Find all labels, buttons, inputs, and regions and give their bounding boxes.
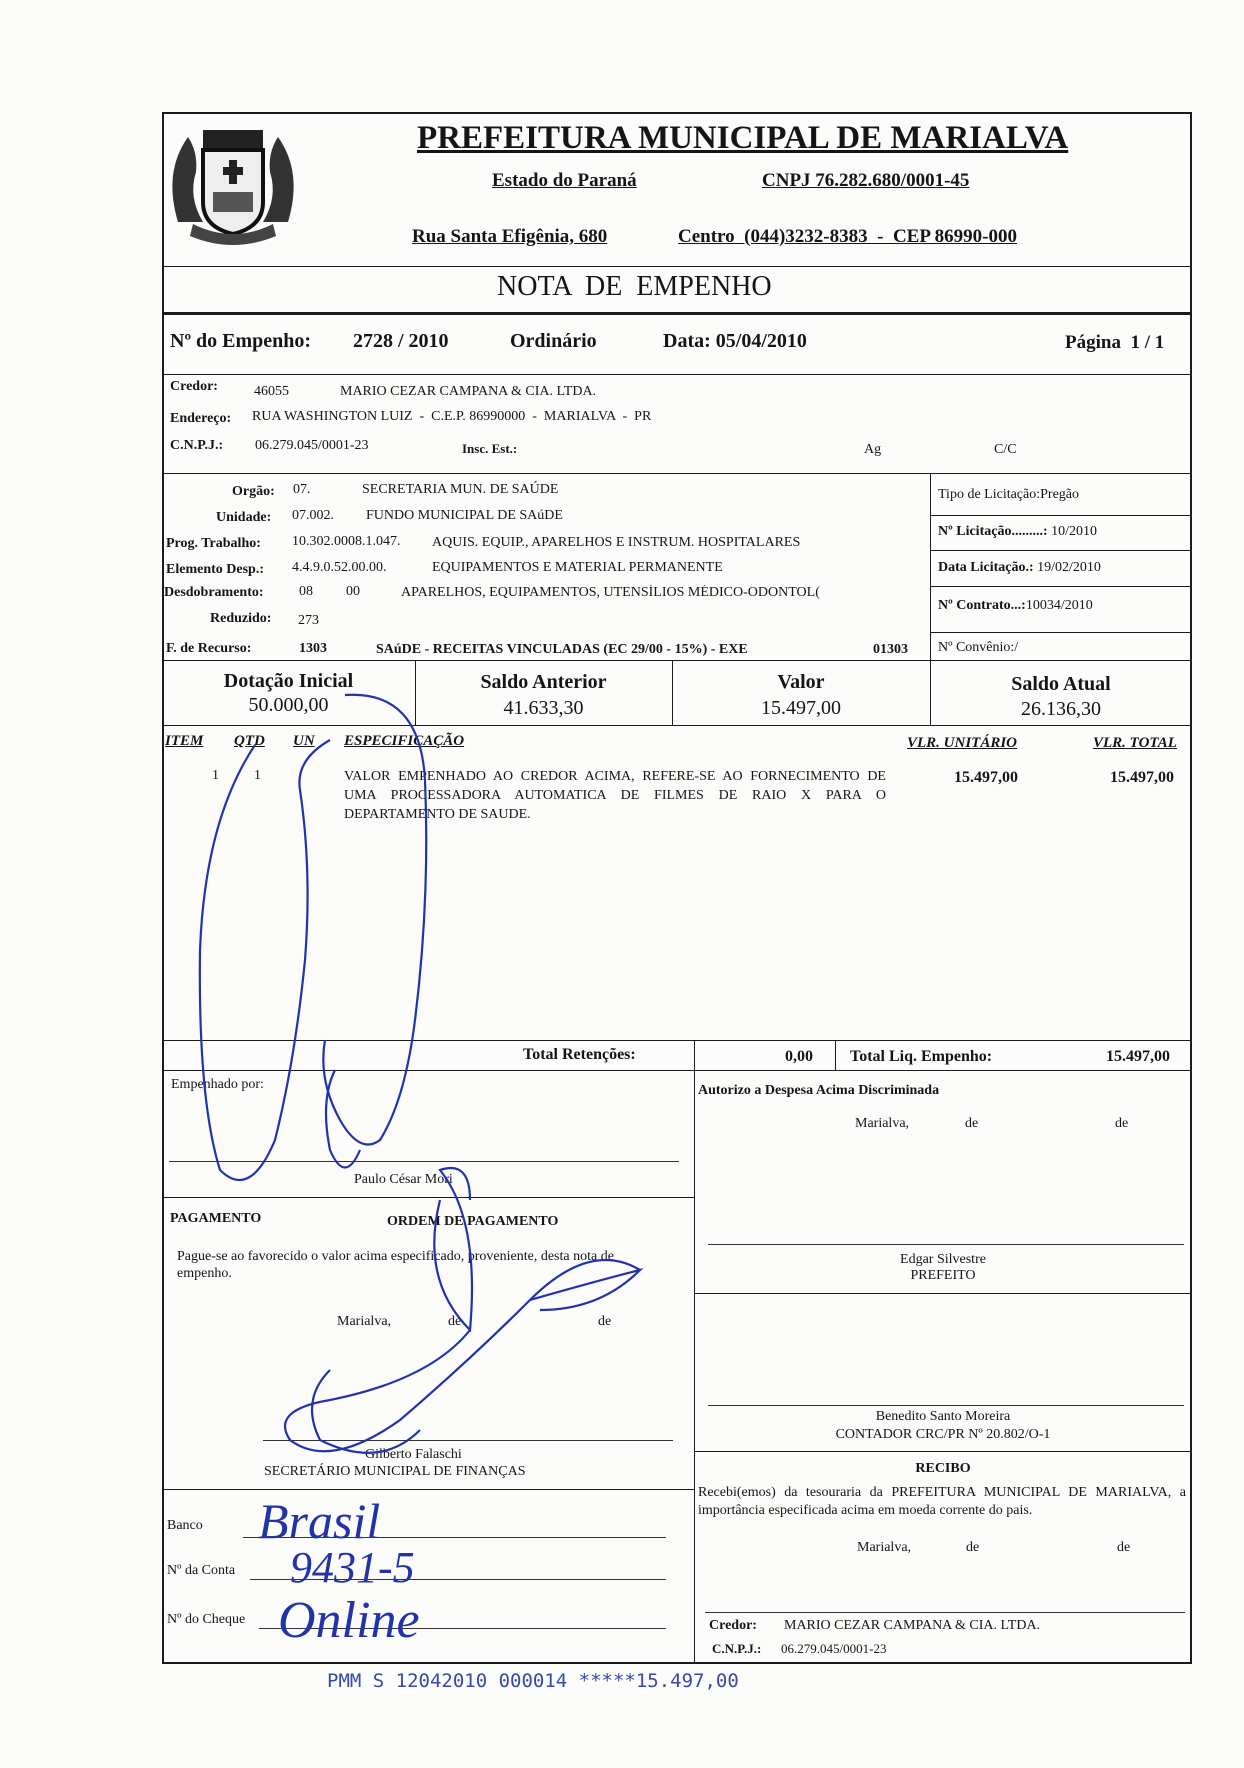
tipo-licitacao: Tipo de Licitação:Pregão bbox=[938, 487, 1080, 502]
page-number: Página 1 / 1 bbox=[1065, 332, 1165, 353]
recurso-label: F. de Recurso: bbox=[166, 641, 252, 656]
reduzido-label: Reduzido: bbox=[210, 611, 272, 626]
saldo-atual-label: Saldo Atual bbox=[1011, 673, 1111, 695]
pagamento-text: Pague-se ao favorecido o valor acima especificado, proveniente, desta nota de empenho. bbox=[177, 1249, 614, 1281]
credor-address: RUA WASHINGTON LUIZ - C.E.P. 86990000 - MARIALVA - PR bbox=[252, 409, 652, 424]
payment-stamp: PMM S 12042010 000014 *****15.497,00 bbox=[327, 1670, 739, 1692]
licitacao-date-row: Data Licitação.: 19/02/2010 bbox=[938, 560, 1101, 575]
recibo-cnpj-label: C.N.P.J.: bbox=[712, 1641, 762, 1656]
empenho-date: Data: 05/04/2010 bbox=[663, 330, 807, 352]
recibo-credor-label: Credor: bbox=[709, 1618, 757, 1633]
prefeito-name: Edgar Silvestre bbox=[900, 1252, 986, 1267]
contrato-row: Nº Contrato...:10034/2010 bbox=[938, 598, 1093, 613]
conta-label: Nº da Conta bbox=[167, 1563, 236, 1578]
convenio: Nº Convênio:/ bbox=[938, 640, 1019, 655]
unidade-label: Unidade: bbox=[216, 510, 272, 525]
banco-handwritten: Brasil bbox=[258, 1493, 381, 1549]
pagamento-de-1: de bbox=[448, 1314, 462, 1329]
retencoes-value: 0,00 bbox=[785, 1048, 813, 1065]
page-title: PREFEITURA MUNICIPAL DE MARIALVA bbox=[417, 120, 1069, 156]
licitacao-date: 19/02/2010 bbox=[1033, 560, 1101, 575]
autorizo-de-2: de bbox=[1115, 1116, 1129, 1131]
unidade-name: FUNDO MUNICIPAL DE SAúDE bbox=[366, 508, 563, 523]
recibo-credor: MARIO CEZAR CAMPANA & CIA. LTDA. bbox=[784, 1618, 1041, 1633]
desdobramento-b: 00 bbox=[346, 584, 360, 599]
contador-name: Benedito Santo Moreira bbox=[875, 1409, 1011, 1424]
elemento-code: 4.4.9.0.52.00.00. bbox=[292, 560, 387, 575]
retencoes-label: Total Retenções: bbox=[523, 1046, 636, 1063]
credor-label: Credor: bbox=[170, 379, 218, 394]
valor-label: Valor bbox=[777, 671, 825, 693]
item-number: 1 bbox=[212, 768, 219, 783]
recurso-code: 1303 bbox=[299, 641, 327, 656]
credor-cnpj: 06.279.045/0001-23 bbox=[255, 438, 369, 453]
banco-label: Banco bbox=[167, 1518, 203, 1533]
secretario-cargo: SECRETÁRIO MUNICIPAL DE FINANÇAS bbox=[264, 1464, 526, 1479]
header-qtd: QTD bbox=[234, 733, 265, 749]
liquido-label: Total Liq. Empenho: bbox=[850, 1048, 993, 1065]
empenhado-nome: Paulo César Mori bbox=[354, 1172, 453, 1187]
conta-handwritten: 9431-5 bbox=[290, 1543, 415, 1592]
ordem-pagamento-label: ORDEM DE PAGAMENTO bbox=[387, 1214, 559, 1229]
header-especificacao: ESPECIFICAÇÃO bbox=[344, 733, 465, 749]
autorizo-local: Marialva, bbox=[855, 1116, 910, 1131]
empenho-number-label: Nº do Empenho: bbox=[170, 330, 312, 352]
prog-name: AQUIS. EQUIP., APARELHOS E INSTRUM. HOSPITALARES bbox=[432, 535, 801, 550]
item-unit-value: 15.497,00 bbox=[954, 769, 1018, 786]
recibo-label: RECIBO bbox=[915, 1461, 971, 1476]
recibo-de-2: de bbox=[1117, 1540, 1131, 1555]
credor-name: MARIO CEZAR CAMPANA & CIA. LTDA. bbox=[340, 384, 597, 399]
item-description: VALOR EMPENHADO AO CREDOR ACIMA, REFERE-SE AO FORNECIMENTO DE UMA PROCESSADORA AUTOMATICA DE FILMES DE RAIO X PARA O DEPARTAMENTO DE SAUDE. bbox=[344, 769, 886, 822]
contrato-number: 10034/2010 bbox=[1025, 598, 1093, 613]
saldo-atual-value: 26.136,30 bbox=[1021, 698, 1101, 720]
contador-cargo: CONTADOR CRC/PR Nº 20.802/O-1 bbox=[835, 1427, 1051, 1442]
document-title: NOTA DE EMPENHO bbox=[497, 271, 772, 302]
cnpj-header: CNPJ 76.282.680/0001-45 bbox=[762, 170, 970, 191]
recurso-code-2: 01303 bbox=[873, 642, 908, 657]
cc-label: C/C bbox=[994, 442, 1017, 457]
desdobramento-label: Desdobramento: bbox=[164, 585, 264, 600]
saldo-anterior-value: 41.633,30 bbox=[503, 697, 584, 719]
recibo-text: Recebi(emos) da tesouraria da PREFEITURA MUNICIPAL DE MARIALVA, a importância especificada acima em moeda corrente do pais. bbox=[698, 1485, 1186, 1518]
orgao-name: SECRETARIA MUN. DE SAÚDE bbox=[362, 482, 559, 497]
autorizo-de-1: de bbox=[965, 1116, 979, 1131]
header-vlr-total: VLR. TOTAL bbox=[1093, 735, 1177, 751]
prog-code: 10.302.0008.1.047. bbox=[292, 534, 401, 549]
licitacao-number: 10/2010 bbox=[1047, 524, 1097, 539]
pagamento-label: PAGAMENTO bbox=[170, 1211, 262, 1226]
empenho-type: Ordinário bbox=[510, 330, 597, 352]
recibo-local: Marialva, bbox=[857, 1540, 912, 1555]
dotacao-label: Dotação Inicial bbox=[223, 670, 354, 692]
header-item: ITEM bbox=[165, 733, 204, 749]
pagamento-local: Marialva, bbox=[337, 1314, 392, 1329]
recurso-name: SAúDE - RECEITAS VINCULADAS (EC 29/00 - 15%) - EXE bbox=[376, 642, 748, 657]
state-label: Estado do Paraná bbox=[492, 170, 637, 191]
valor-value: 15.497,00 bbox=[761, 697, 841, 719]
cheque-handwritten: Online bbox=[278, 1592, 420, 1649]
cheque-label: Nº do Cheque bbox=[167, 1612, 246, 1627]
recibo-de-1: de bbox=[966, 1540, 980, 1555]
saldo-anterior-label: Saldo Anterior bbox=[480, 671, 607, 693]
licitacao-number-row: Nº Licitação.........: 10/2010 bbox=[938, 524, 1097, 539]
unidade-code: 07.002. bbox=[292, 508, 334, 523]
empenhado-label: Empenhado por: bbox=[171, 1077, 264, 1092]
orgao-label: Orgão: bbox=[232, 484, 275, 499]
dotacao-value: 50.000,00 bbox=[248, 694, 329, 716]
prefeito-cargo: PREFEITO bbox=[910, 1268, 976, 1283]
item-total-value: 15.497,00 bbox=[1110, 769, 1174, 786]
insc-label: Insc. Est.: bbox=[462, 441, 518, 456]
endereco-label: Endereço: bbox=[170, 411, 232, 426]
item-qtd: 1 bbox=[254, 768, 261, 783]
cnpj-label: C.N.P.J.: bbox=[170, 438, 224, 453]
credor-code: 46055 bbox=[254, 384, 289, 399]
desdobramento-a: 08 bbox=[299, 584, 313, 599]
elemento-name: EQUIPAMENTOS E MATERIAL PERMANENTE bbox=[432, 560, 723, 575]
recibo-cnpj: 06.279.045/0001-23 bbox=[781, 1641, 887, 1656]
liquido-value: 15.497,00 bbox=[1106, 1048, 1170, 1065]
street-address: Rua Santa Efigênia, 680 bbox=[412, 226, 608, 247]
ag-label: Ag bbox=[864, 442, 882, 457]
header-vlr-unitario: VLR. UNITÁRIO bbox=[907, 735, 1018, 751]
header-un: UN bbox=[293, 733, 315, 749]
elemento-label: Elemento Desp.: bbox=[166, 562, 264, 577]
autorizo-label: Autorizo a Despesa Acima Discriminada bbox=[698, 1083, 940, 1098]
empenho-number: 2728 / 2010 bbox=[353, 330, 449, 352]
reduzido-value: 273 bbox=[298, 613, 319, 628]
orgao-code: 07. bbox=[293, 482, 311, 497]
prog-label: Prog. Trabalho: bbox=[166, 536, 261, 551]
secretario-name: Gilberto Falaschi bbox=[365, 1447, 462, 1462]
contact-info: Centro (044)3232-8383 - CEP 86990-000 bbox=[678, 226, 1017, 247]
pagamento-de-2: de bbox=[598, 1314, 612, 1329]
desdobramento-name: APARELHOS, EQUIPAMENTOS, UTENSÍLIOS MÉDICO-ODONTOL( bbox=[401, 585, 820, 600]
